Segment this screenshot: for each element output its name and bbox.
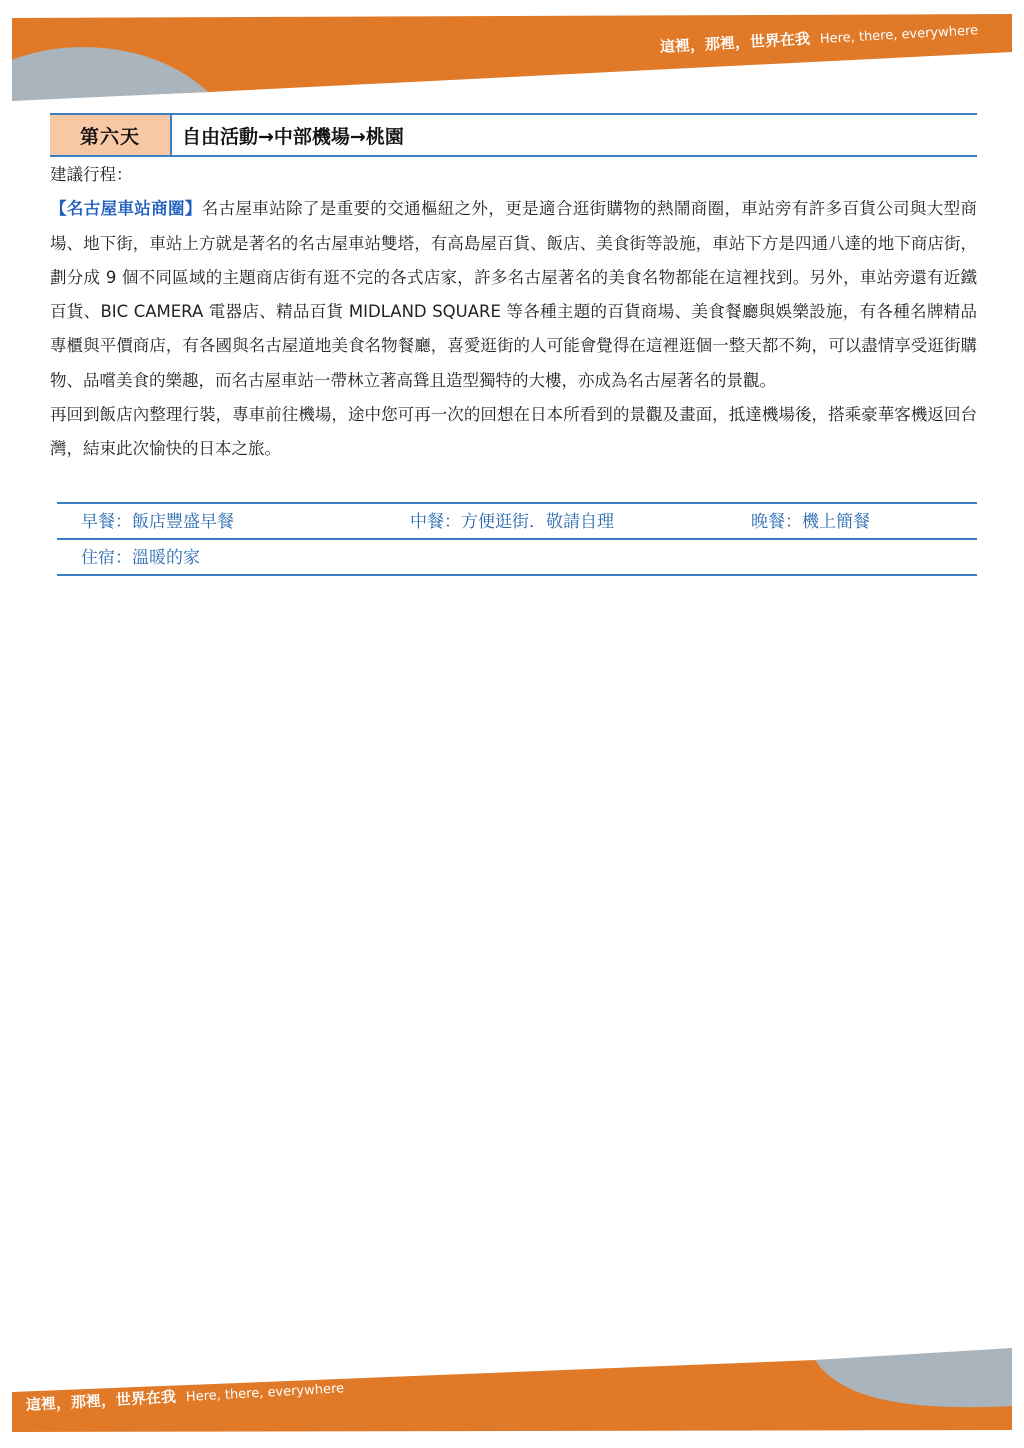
day-route: 自由活動→中部機場→桃園 — [182, 125, 404, 148]
itinerary-paragraph-1 — [50, 192, 977, 398]
lunch: 中餐：方便逛街．敬請自理 — [410, 512, 614, 532]
header-slogan-zh: 這裡，那裡，世界在我 — [659, 29, 811, 56]
breakfast: 早餐：飯店豐盛早餐 — [81, 512, 234, 532]
dinner: 晚餐：機上簡餐 — [751, 512, 870, 532]
footer-slogan-en: Here, there, everywhere — [185, 1381, 345, 1406]
itinerary-content — [50, 158, 977, 467]
meals-row — [57, 502, 977, 538]
lodging: 住宿：溫暖的家 — [81, 548, 200, 568]
top-banner — [0, 0, 1024, 110]
highlight-title: 【名古屋車站商圈】 — [50, 199, 202, 219]
day-label: 第六天 — [50, 115, 172, 155]
day-header — [50, 113, 977, 157]
itinerary-paragraph-2: 再回到飯店內整理行裝，專車前往機場，途中您可再一次的回想在日本所看到的景觀及畫面，抵達機場後，搭乘豪華客機返回台灣，結束此次愉快的日本之旅。 — [50, 405, 977, 459]
paragraph-1-text: 名古屋車站除了是重要的交通樞紐之外，更是適合逛街購物的熱鬧商圈，車站旁有許多百貨公司與大型商場、地下街，車站上方就是著名的名古屋車站雙塔，有高島屋百貨、飯店、美食街等設施，車站下方是四通八達的地下商店街，劃分成 9 個不同區域的主題商店街有逛不完的各式店家，許多名古屋著名的美食名物都能在這裡找到。另外，車站旁還有近鐵百貨、BIC CAMERA 電器店、精品百貨 MIDLAND SQUARE 等各種主題的百貨商場、美食餐廳與娛樂設施，有各種名牌精品專櫃與平價商店，有各國與名古屋道地美食名物餐廳，喜愛逛街的人可能會覺得在這裡逛個一整天都不夠，可以盡情享受逛街購物、品嚐美食的樂趣，而名古屋車站一帶林立著高聳且造型獨特的大樓，亦成為名古屋著名的景觀。 — [50, 199, 978, 390]
meals-table — [57, 502, 977, 576]
lodging-row — [57, 538, 977, 576]
header-slogan-en: Here, there, everywhere — [819, 23, 979, 48]
itinerary-heading: 建議行程： — [50, 165, 133, 184]
footer-slogan-zh: 這裡，那裡，世界在我 — [25, 1387, 177, 1414]
